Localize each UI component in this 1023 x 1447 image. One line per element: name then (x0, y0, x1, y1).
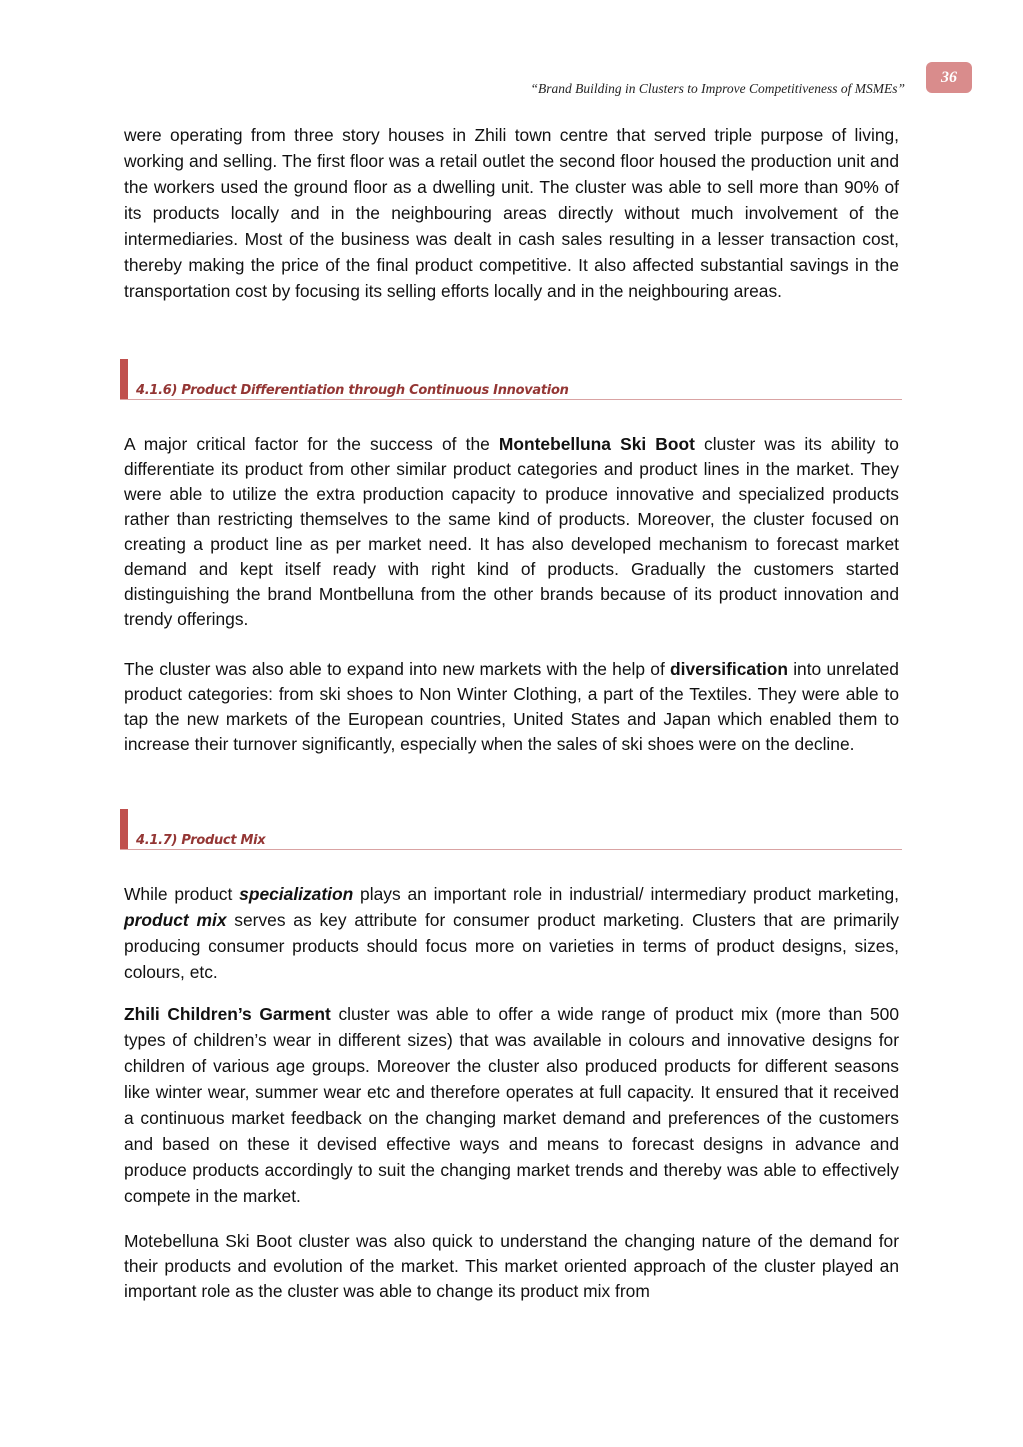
heading-accent-bar (120, 359, 128, 399)
paragraph-zhili: Zhili Children’s Garment cluster was able to offer a wide range of product mix (more than 500 types of children’s wear in different sizes) that was available in colours and innovative designs for children of various age groups. Moreover the cluster also produced products for different seasons like winter wear, summer wear etc and therefore operates at full capacity. It ensured that it received a continuous market feedback on the changing market demand and preferences of the customers and based on these it devised effective ways and means to forecast designs in advance and produce products accordingly to suit the changing market trends and thereby was able to effectively compete in the market. (124, 1004, 899, 1206)
bold-term: diversification (670, 659, 788, 679)
section-title: 4.1.7) Product Mix (136, 833, 266, 848)
paragraph-intro: were operating from three story houses in Zhili town centre that served triple purpose of living, working and selling. The first floor was a retail outlet the second floor housed the production unit and the workers used the ground floor as a dwelling unit. The cluster was able to sell more than 90% of its products locally and in the neighbouring areas directly without much involvement of the intermediaries. Most of the business was dealt in cash sales resulting in a lesser transaction cost, thereby making the price of the final product competitive. It also affected substantial savings in the transportation cost by focusing its selling efforts locally and in the neighbouring areas. (124, 125, 899, 301)
section-heading-4-1-6 (120, 359, 902, 400)
section-heading-4-1-7 (120, 809, 902, 850)
section-title: 4.1.6) Product Differentiation through Continuous Innovation (136, 383, 569, 398)
running-header: “Brand Building in Clusters to Improve Competitiveness of MSMEs” (530, 81, 905, 96)
emphasis-term: specialization (239, 884, 354, 904)
paragraph-motebelluna: Motebelluna Ski Boot cluster was also quick to understand the changing nature of the demand for their products and evolution of the market. This market oriented approach of the cluster played an important role as the cluster was able to change its product mix from (124, 1231, 899, 1301)
paragraph-montebelluna: A major critical factor for the success of the Montebelluna Ski Boot cluster was its ability to differentiate its product from other similar product categories and product lines in the market. They were able to utilize the extra production capacity to produce innovative and specialized products rather than restricting themselves to the same kind of products. Moreover, the cluster focused on creating a product line as per market need. It has also developed mechanism to forecast market demand and kept itself ready with right kind of products. Gradually the customers started distinguishing the brand Montbelluna from the other brands because of its product innovation and trendy offerings. (124, 434, 899, 629)
page-number-badge: 36 (926, 62, 972, 93)
emphasis-term: product mix (124, 910, 227, 930)
paragraph-product-mix: While product specialization plays an important role in industrial/ intermediary product marketing, product mix serves as key attribute for consumer product marketing. Clusters that are primarily producing consumer products should focus more on varieties in terms of product designs, sizes, colours, etc. (124, 884, 900, 982)
bold-term: Montebelluna Ski Boot (498, 434, 695, 454)
bold-term: Zhili Children’s Garment (124, 1004, 331, 1024)
heading-accent-bar (120, 809, 128, 849)
paragraph-diversification: The cluster was also able to expand into new markets with the help of diversification into unrelated product categories: from ski shoes to Non Winter Clothing, a part of the Textiles. They were able to tap the new markets of the European countries, United States and Japan which enabled them to increase their turnover significantly, especially when the sales of ski shoes were on the decline. (124, 659, 899, 754)
